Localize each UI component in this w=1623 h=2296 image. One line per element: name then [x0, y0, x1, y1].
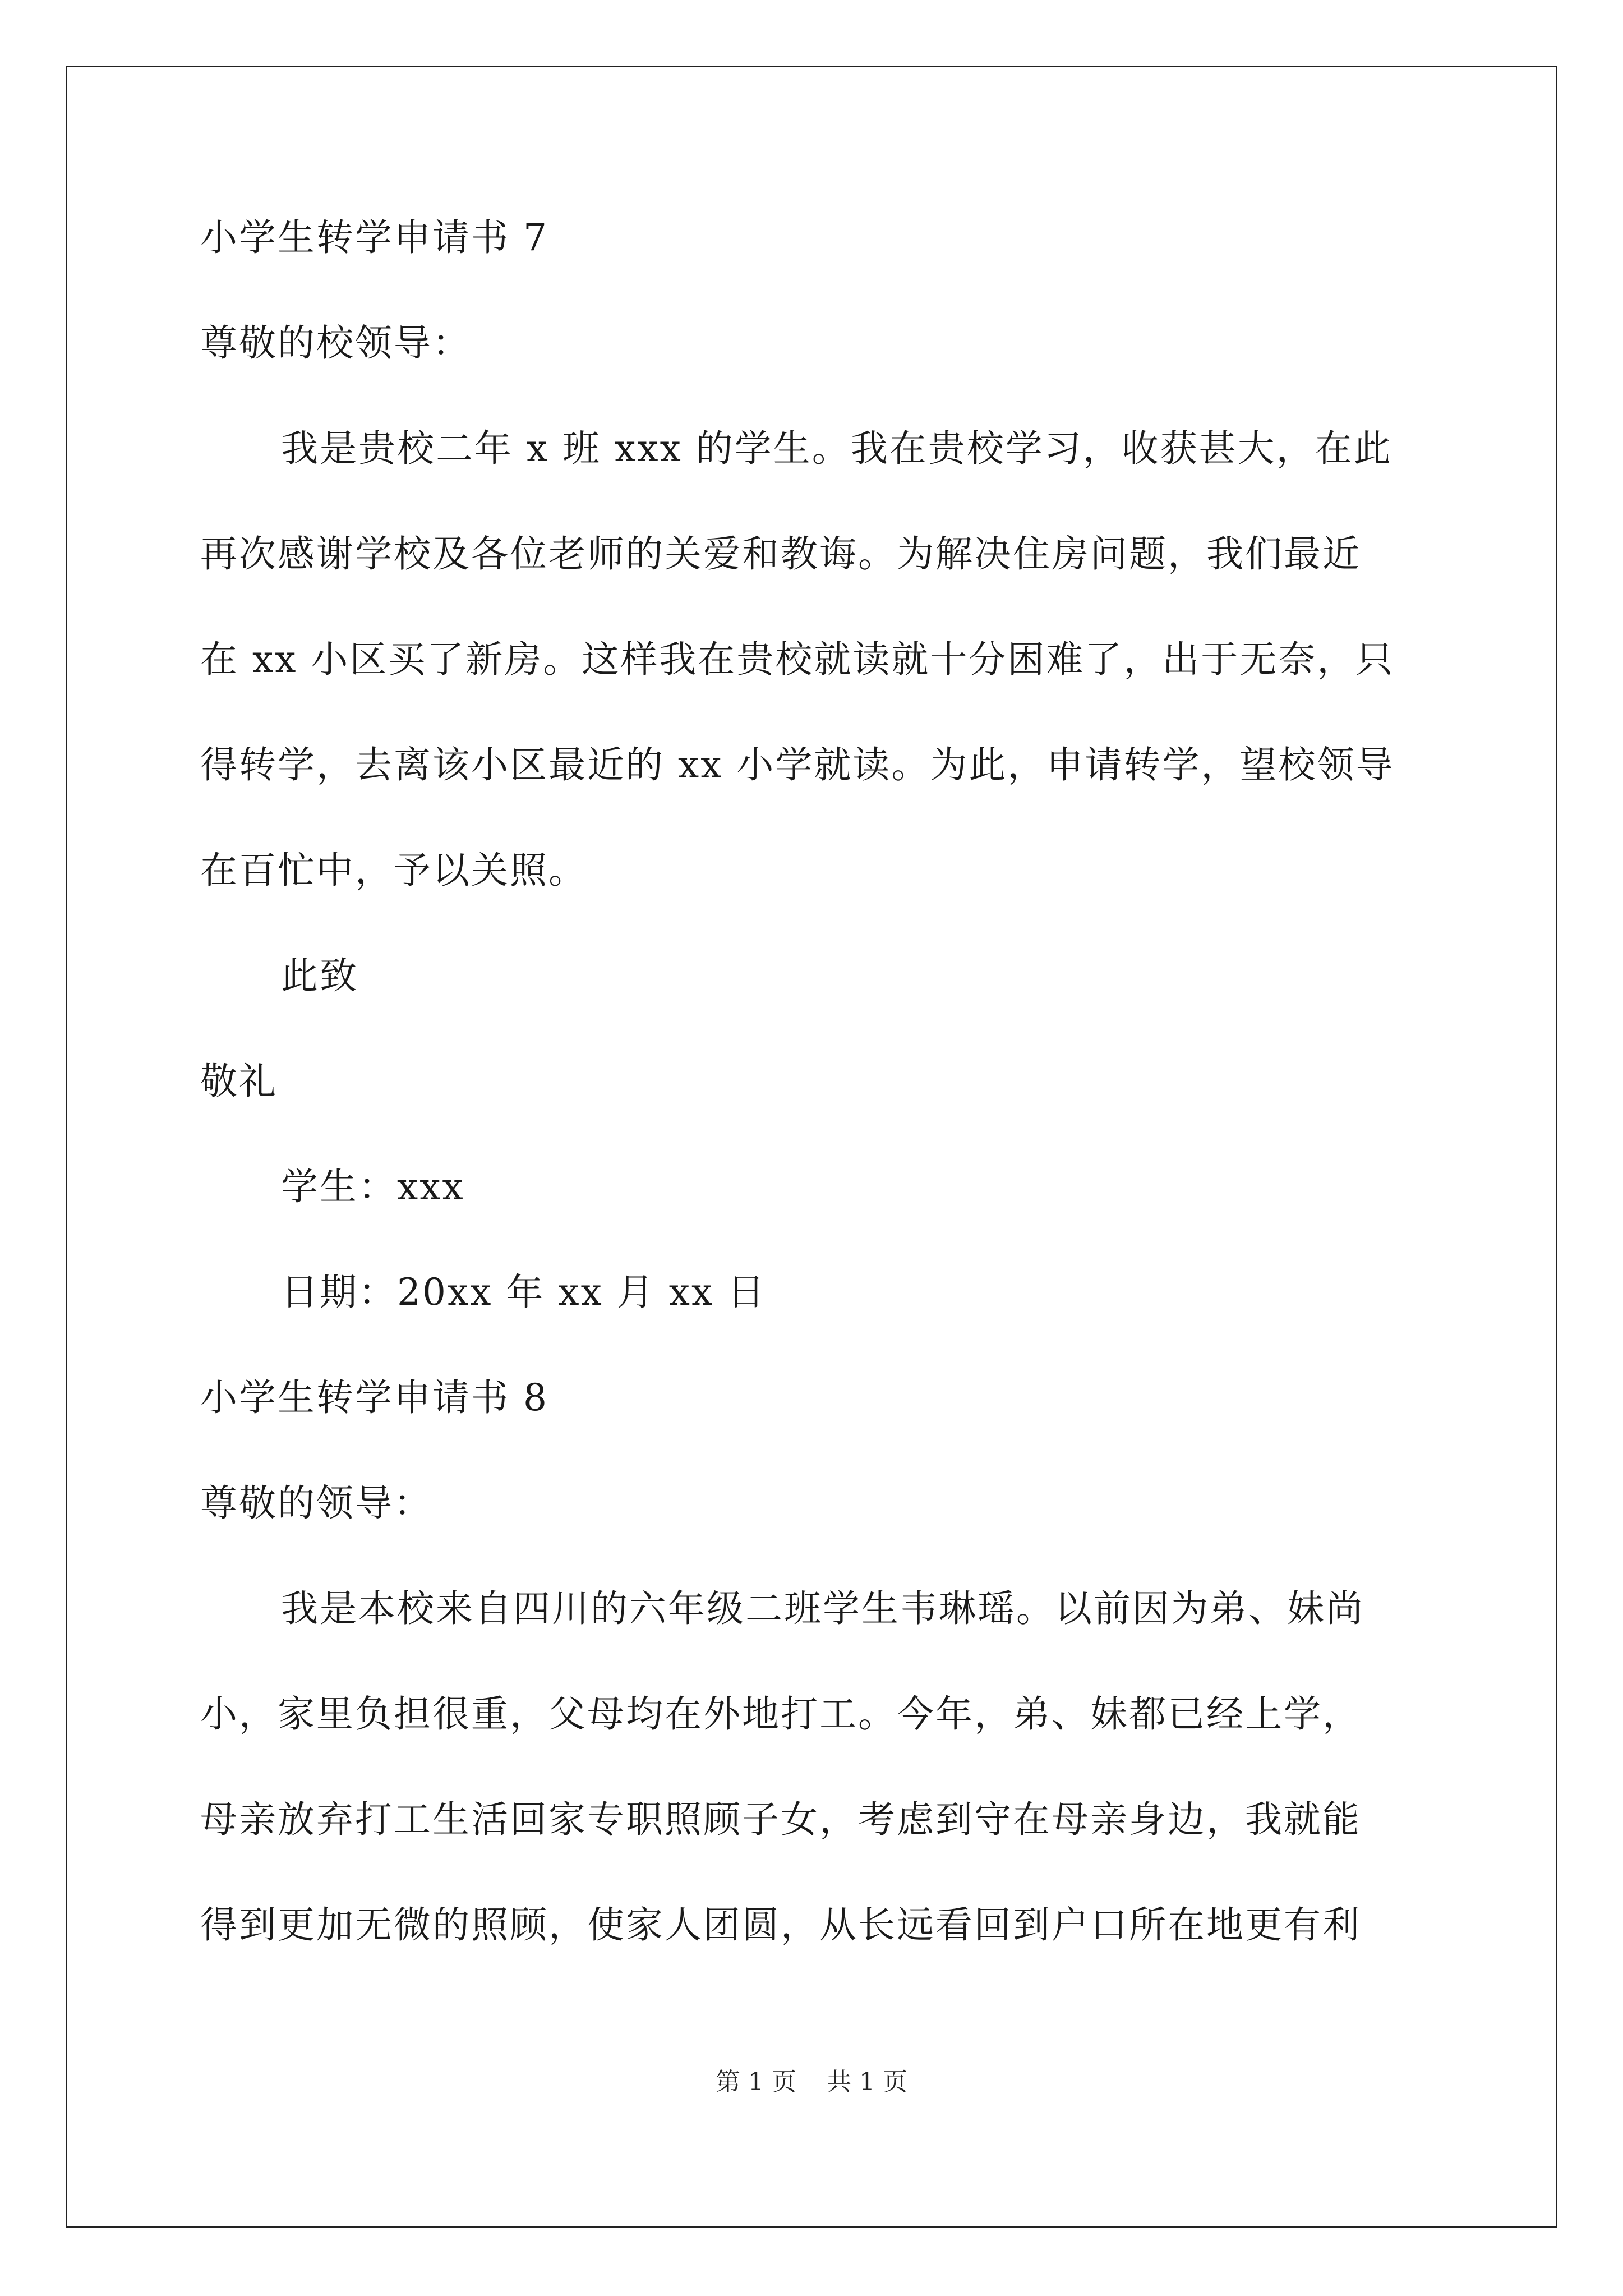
letter-8-body-line: 母亲放弃打工生活回家专职照顾子女，考虑到守在母亲身边，我就能	[200, 1798, 1361, 1841]
letter-7-body-line: 在 xx 小区买了新房。这样我在贵校就读就十分困难了，出于无奈，只	[200, 638, 1395, 681]
letter-7-salutation: 尊敬的校领导：	[200, 321, 471, 365]
letter-8-body-line: 得到更加无微的照顾，使家人团圆，从长远看回到户口所在地更有利	[200, 1903, 1361, 1947]
letter-7-closing: 此致	[281, 954, 358, 997]
letter-8-salutation: 尊敬的领导：	[200, 1481, 432, 1525]
letter-7-signature: 学生：xxx	[281, 1165, 465, 1208]
letter-7-body-line: 在百忙中，予以关照。	[200, 849, 587, 892]
letter-7-title: 小学生转学申请书 7	[200, 216, 548, 259]
letter-8-body-line: 小，家里负担很重，父母均在外地打工。今年，弟、妹都已经上学，	[200, 1692, 1361, 1736]
document-body	[200, 185, 1434, 1978]
letter-7-body-line: 得转学，去离该小区最近的 xx 小学就读。为此，申请转学，望校领导	[200, 743, 1395, 786]
letter-7-date: 日期：20xx 年 xx 月 xx 日	[281, 1271, 767, 1314]
page-number: 第 1 页	[716, 2068, 796, 2096]
letter-8-body-line: 我是本校来自四川的六年级二班学生韦琳瑶。以前因为弟、妹尚	[281, 1587, 1364, 1630]
letter-7-regards: 敬礼	[200, 1060, 278, 1103]
letter-8-title: 小学生转学申请书 8	[200, 1376, 548, 1419]
letter-7-body-line: 再次感谢学校及各位老师的关爱和教诲。为解决住房问题，我们最近	[200, 532, 1361, 576]
page-total: 共 1 页	[827, 2068, 907, 2096]
page-footer	[0, 2065, 1623, 2099]
letter-7-body-line: 我是贵校二年 x 班 xxx 的学生。我在贵校学习，收获甚大，在此	[281, 427, 1393, 470]
